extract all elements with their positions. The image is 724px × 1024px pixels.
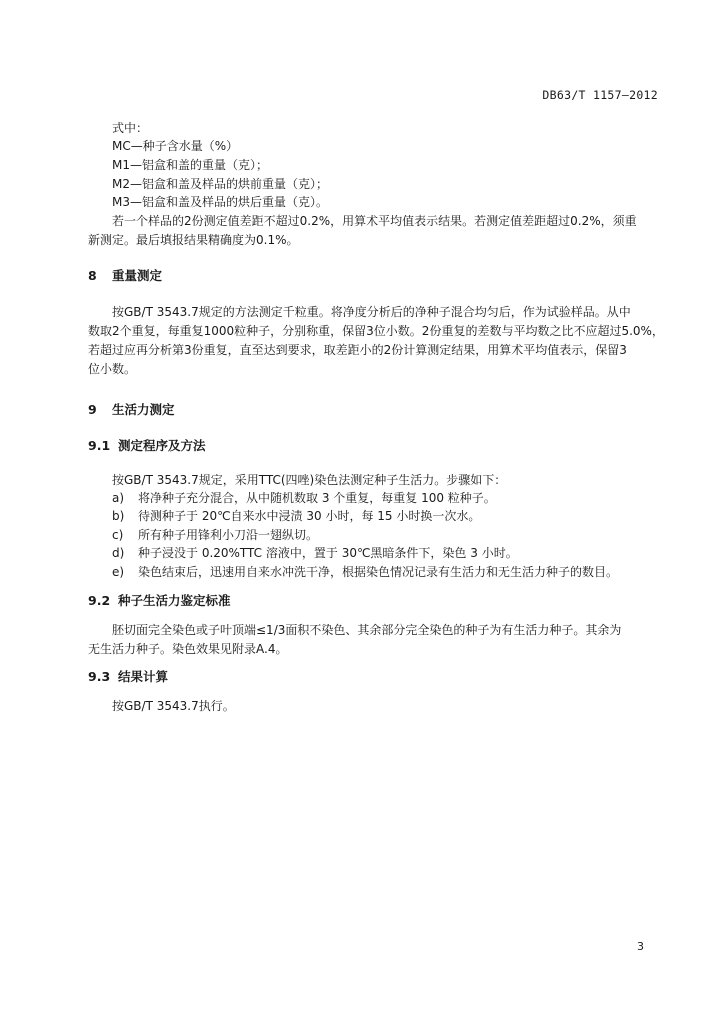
legend-item: M3—铝盒和盖及样品的烘后重量（克）。 — [112, 195, 328, 209]
paragraph-line: 胚切面完全染色或子叶顶端≤1/3面积不染色、其余部分完全染色的种子为有生活力种子。其余为 — [112, 623, 622, 637]
step-marker: a) — [112, 491, 125, 505]
subsection-number: 9.2 — [88, 593, 111, 608]
paragraph-line: 无生活力种子。染色效果见附录A.4。 — [88, 642, 288, 656]
paragraph-line: 数取2个重复，每重复1000粒种子，分别称重，保留3位小数。2份重复的差数与平均数之比不应超过5.0%， — [88, 324, 664, 338]
subsection-title: 结果计算 — [118, 669, 169, 684]
procedure-intro: 按GB/T 3543.7规定，采用TTC(四唑)染色法测定种子生活力。步骤如下： — [112, 473, 507, 487]
legend-item: M2—铝盒和盖及样品的烘前重量（克）； — [112, 177, 328, 191]
section-number: 9 — [88, 402, 97, 417]
step-text: 种子浸没于 0.20%TTC 溶液中，置于 30℃黑暗条件下，染色 3 小时。 — [138, 546, 518, 560]
paragraph-line: 按GB/T 3543.7执行。 — [112, 699, 235, 713]
subsection-heading-9-2 — [88, 593, 231, 609]
section-title: 生活力测定 — [112, 402, 175, 417]
section-heading-9 — [88, 402, 175, 418]
section-number: 8 — [88, 268, 97, 283]
subsection-number: 9.1 — [88, 438, 111, 453]
step-marker: b) — [112, 509, 125, 523]
legend-item: M1—铝盒和盖的重量（克）； — [112, 158, 268, 172]
subsection-title: 测定程序及方法 — [118, 438, 206, 453]
formula-intro: 式中： — [112, 121, 149, 135]
step-marker: d) — [112, 546, 125, 560]
step-marker: e) — [112, 565, 125, 579]
paragraph-line: 按GB/T 3543.7规定的方法测定千粒重。将净度分析后的净种子混合均匀后，作为试验样品。从中 — [112, 305, 631, 319]
subsection-number: 9.3 — [88, 669, 111, 684]
paragraph-line: 若超过应再分析第3份重复，直至达到要求，取差距小的2份计算测定结果，用算术平均值表示，保留3 — [88, 343, 627, 357]
step-text: 待测种子于 20℃自来水中浸渍 30 小时，每 15 小时换一次水。 — [138, 509, 481, 523]
step-text: 染色结束后，迅速用自来水冲洗干净，根据染色情况记录有生活力和无生活力种子的数目。 — [138, 565, 619, 579]
legend-item: MC—种子含水量（%） — [112, 139, 239, 153]
step-text: 将净种子充分混合，从中随机数取 3 个重复，每重复 100 粒种子。 — [138, 491, 496, 505]
section-heading-8 — [88, 268, 162, 284]
paragraph-line: 位小数。 — [88, 362, 137, 376]
subsection-title: 种子生活力鉴定标准 — [118, 593, 231, 608]
subsection-heading-9-3 — [88, 669, 168, 685]
subsection-heading-9-1 — [88, 438, 206, 454]
legend-note-line: 若一个样品的2份测定值差距不超过0.2%，用算术平均值表示结果。若测定值差距超过0.2%，须重 — [112, 214, 637, 228]
section-title: 重量测定 — [112, 268, 163, 283]
step-text: 所有种子用锋利小刀沿一翅纵切。 — [138, 528, 319, 542]
standard-code: DB63/T 1157—2012 — [542, 88, 658, 102]
page-number: 3 — [637, 940, 644, 953]
step-marker: c) — [112, 528, 124, 542]
legend-note-line: 新测定。最后填报结果精确度为0.1%。 — [88, 233, 299, 247]
